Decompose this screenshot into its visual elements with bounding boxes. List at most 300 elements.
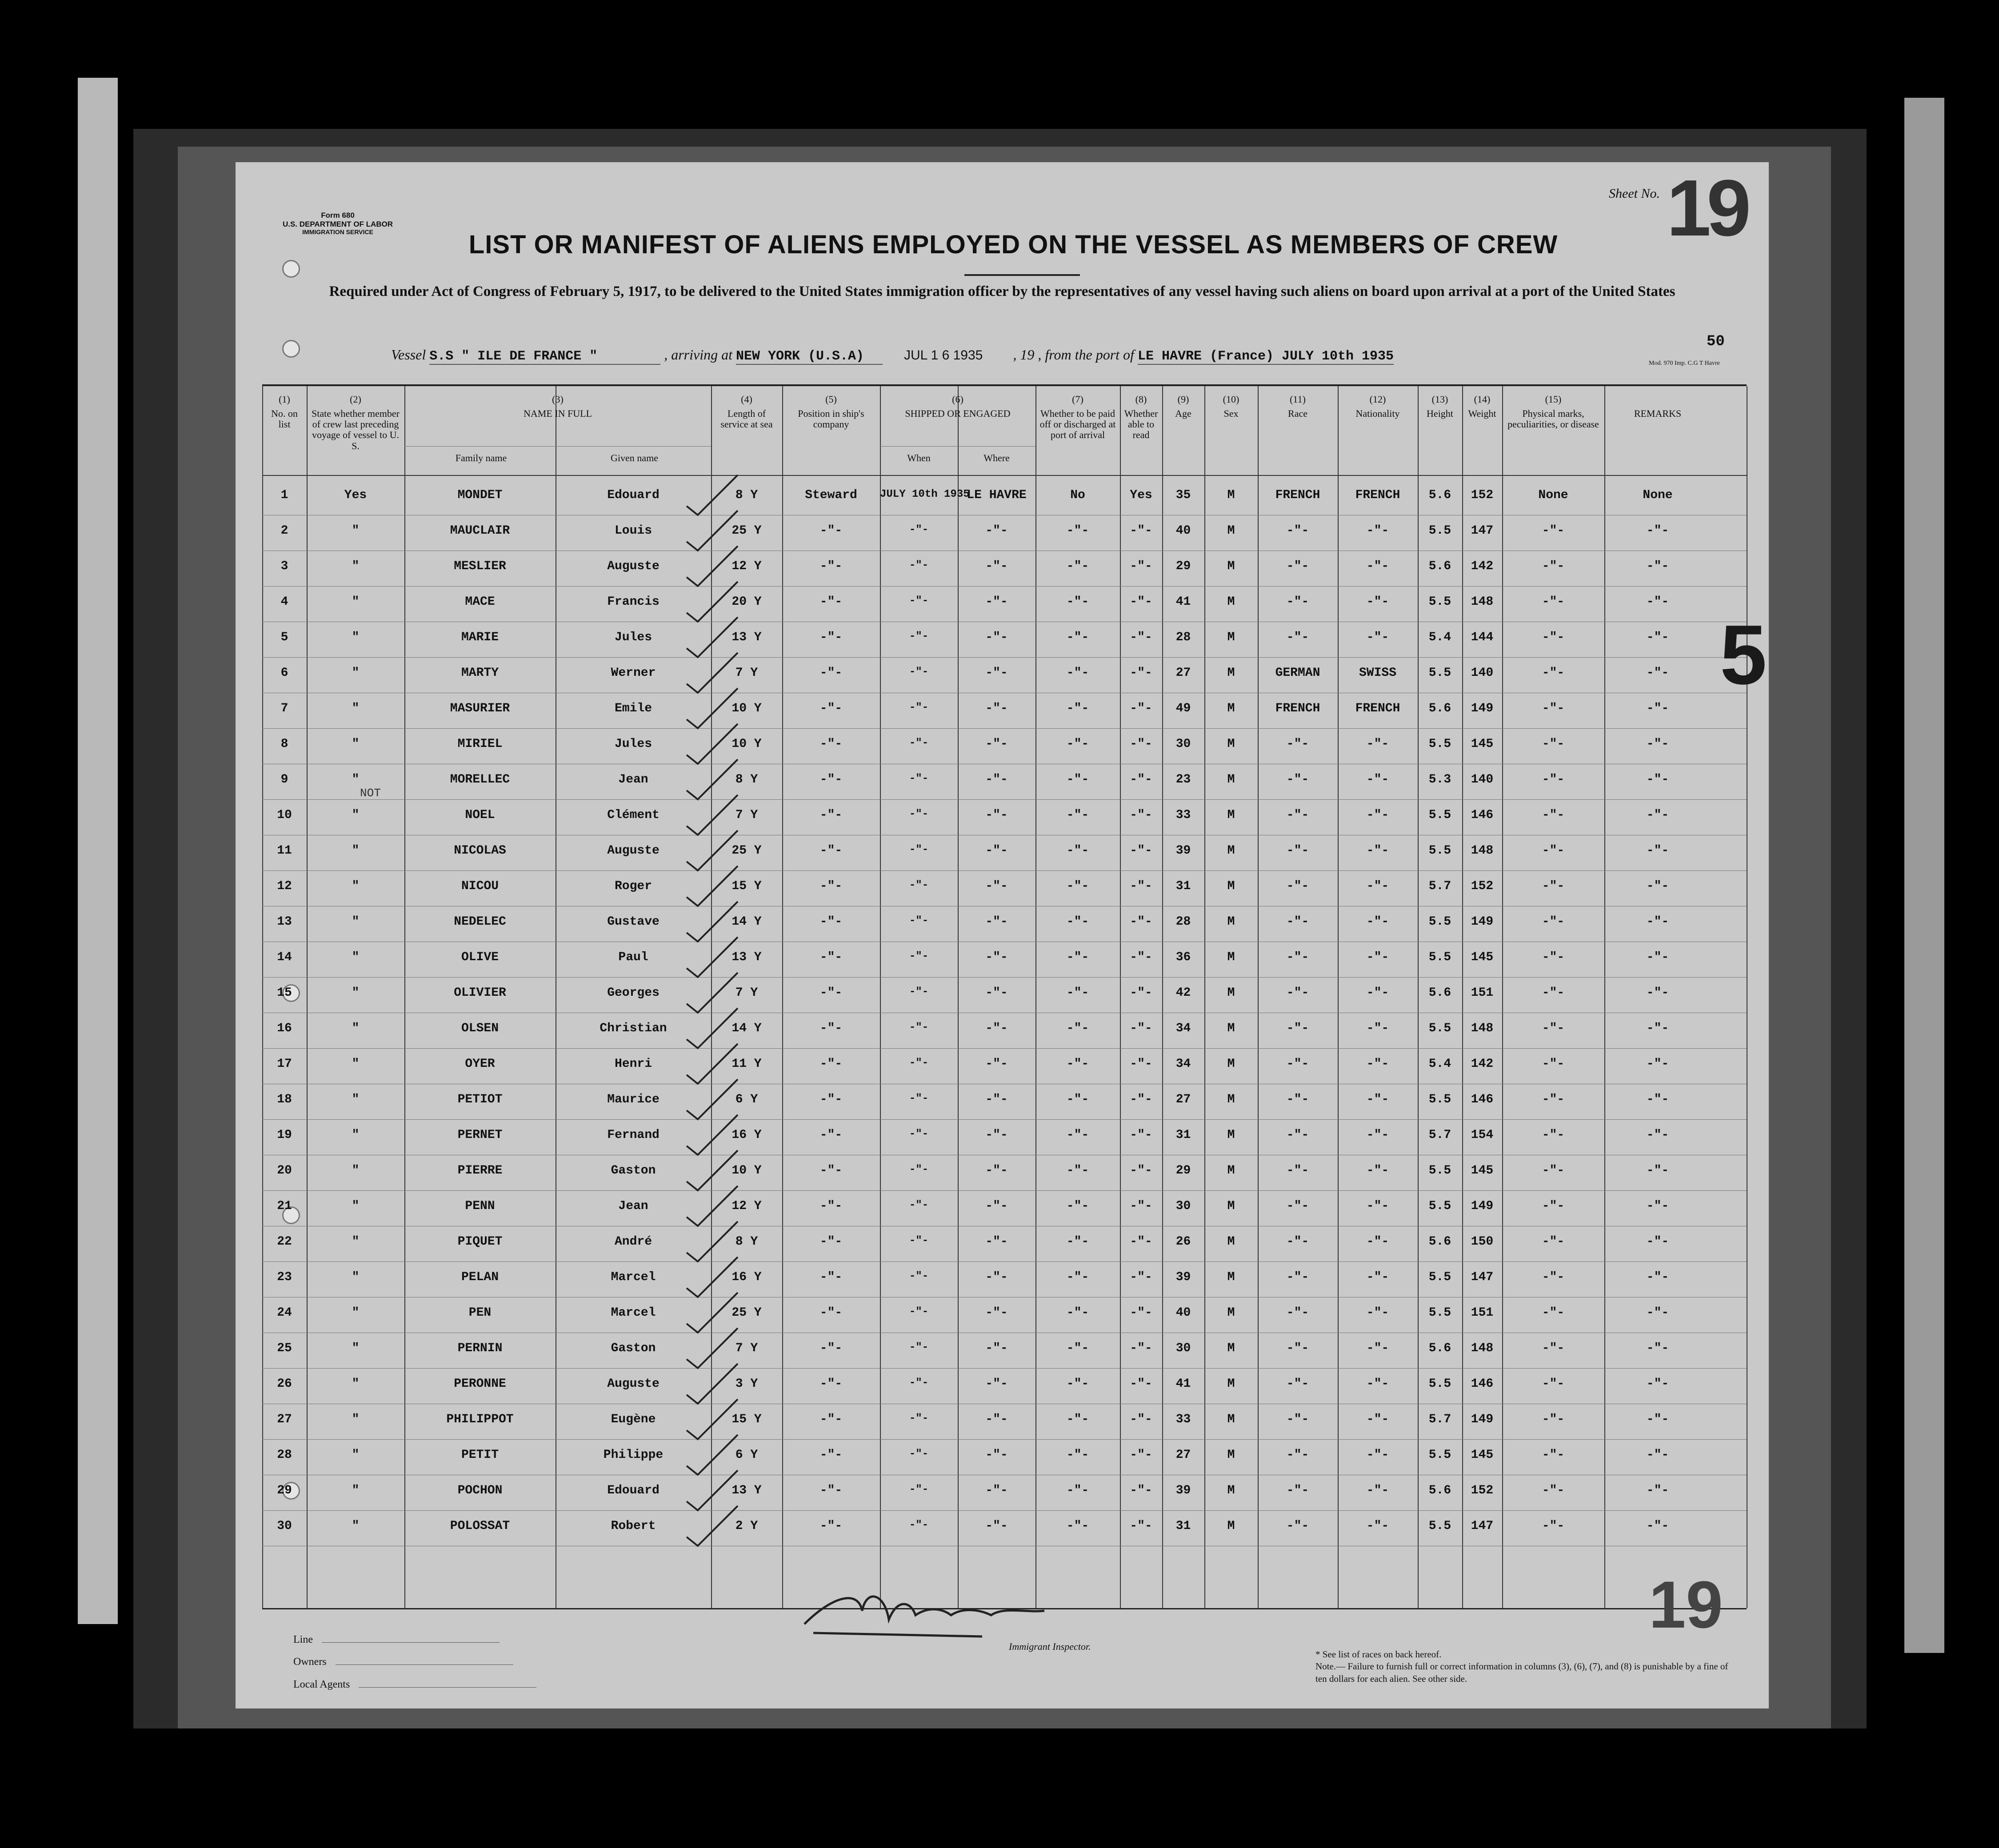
bottom-sheet-number: 19 [1649, 1567, 1723, 1642]
table-cell-sex: M [1227, 702, 1235, 715]
table-cell-weight: 148 [1471, 1341, 1494, 1355]
table-cell-height: 5.5 [1428, 1448, 1451, 1462]
table-cell-member: " [352, 595, 360, 609]
table-cell-sex: M [1227, 595, 1235, 609]
table-cell-family: MORELLEC [450, 773, 510, 786]
row-rule [262, 1510, 1747, 1511]
table-cell-no: 29 [277, 1484, 292, 1497]
table-cell-member: " [352, 808, 360, 822]
table-cell-nationality: -"- [1366, 986, 1389, 1000]
page-subtitle: Required under Act of Congress of February 5, 1917, to be delivered to the United States immigration officer by the representatives of any vessel having such aliens on board upon arrival at a port of the United States [329, 283, 1675, 299]
table-cell-when: -"- [909, 1057, 929, 1069]
table-cell-position: -"- [820, 879, 843, 893]
table-cell-position: -"- [820, 1235, 843, 1249]
table-cell-read: -"- [1130, 915, 1152, 929]
table-cell-race: -"- [1286, 1341, 1309, 1355]
table-cell-read: -"- [1130, 666, 1152, 680]
table-cell-read: -"- [1130, 950, 1152, 964]
table-cell-member: " [352, 559, 360, 573]
table-cell-given: Auguste [607, 559, 660, 573]
table-cell-position: -"- [820, 950, 843, 964]
table-cell-height: 5.4 [1428, 1057, 1451, 1071]
table-cell-sex: M [1227, 1306, 1235, 1320]
table-cell-when: -"- [909, 1448, 929, 1460]
column-subheader: Given name [611, 452, 658, 463]
table-cell-sex: M [1227, 1022, 1235, 1035]
row-rule [262, 1048, 1747, 1049]
table-cell-marks: -"- [1542, 844, 1565, 858]
table-cell-nationality: -"- [1366, 631, 1389, 644]
table-cell-height: 5.3 [1428, 773, 1451, 786]
table-cell-weight: 147 [1471, 1270, 1494, 1284]
table-cell-when: -"- [909, 1093, 929, 1105]
table-cell-position: -"- [820, 702, 843, 715]
table-cell-remarks: -"- [1646, 1448, 1669, 1462]
table-cell-when: -"- [909, 595, 929, 607]
table-cell-family: MONDET [457, 488, 503, 502]
table-cell-position: -"- [820, 1306, 843, 1320]
table-cell-family: OLIVIER [454, 986, 506, 1000]
table-cell-remarks: -"- [1646, 1022, 1669, 1035]
table-cell-family: PIQUET [457, 1235, 503, 1249]
row-rule [262, 1439, 1747, 1440]
table-cell-family: MAUCLAIR [450, 524, 510, 538]
table-cell-no: 19 [277, 1128, 292, 1142]
column-number: (14) [1474, 394, 1491, 405]
table-cell-paid: -"- [1066, 1306, 1089, 1320]
table-cell-sex: M [1227, 559, 1235, 573]
table-cell-race: -"- [1286, 808, 1309, 822]
table-cell-when: -"- [909, 524, 929, 536]
table-cell-given: Marcel [611, 1270, 656, 1284]
table-cell-where: -"- [985, 1164, 1008, 1177]
subheader-rule [404, 446, 711, 447]
table-cell-when: -"- [909, 1199, 929, 1211]
table-cell-sex: M [1227, 1093, 1235, 1106]
table-cell-read: -"- [1130, 1022, 1152, 1035]
table-cell-no: 26 [277, 1377, 292, 1391]
table-cell-paid: -"- [1066, 702, 1089, 715]
table-cell-position: -"- [820, 1270, 843, 1284]
form-service: IMMIGRATION SERVICE [302, 228, 373, 236]
table-cell-sex: M [1227, 488, 1235, 502]
table-cell-read: -"- [1130, 1199, 1152, 1213]
table-cell-no: 15 [277, 986, 292, 1000]
table-cell-height: 5.5 [1428, 666, 1451, 680]
table-cell-service: 13 Y [732, 950, 762, 964]
table-cell-sex: M [1227, 879, 1235, 893]
table-cell-member: " [352, 950, 360, 964]
column-number: (6) [952, 394, 964, 405]
table-cell-where: -"- [985, 1022, 1008, 1035]
table-cell-where: -"- [985, 666, 1008, 680]
table-cell-read: -"- [1130, 1235, 1152, 1249]
table-cell-family: NICOLAS [454, 844, 506, 858]
table-cell-sex: M [1227, 915, 1235, 929]
table-cell-service: 7 Y [735, 986, 758, 1000]
table-cell-position: -"- [820, 1057, 843, 1071]
table-cell-paid: -"- [1066, 666, 1089, 680]
table-cell-remarks: -"- [1646, 1413, 1669, 1426]
subheader-rule [880, 446, 1035, 447]
table-cell-position: -"- [820, 844, 843, 858]
table-cell-age: 40 [1175, 1306, 1191, 1320]
table-cell-age: 29 [1175, 1164, 1191, 1177]
table-cell-family: PHILIPPOT [446, 1413, 514, 1426]
table-cell-weight: 146 [1471, 808, 1494, 822]
table-cell-no: 2 [280, 524, 288, 538]
table-cell-service: 12 Y [732, 559, 762, 573]
table-cell-read: Yes [1130, 488, 1152, 502]
table-cell-member: " [352, 915, 360, 929]
table-cell-member: " [352, 1199, 360, 1213]
table-cell-where: -"- [985, 737, 1008, 751]
table-cell-sex: M [1227, 737, 1235, 751]
table-cell-member: " [352, 631, 360, 644]
column-number: (8) [1135, 394, 1147, 405]
table-cell-age: 34 [1175, 1022, 1191, 1035]
table-cell-paid: -"- [1066, 1128, 1089, 1142]
table-cell-race: -"- [1286, 1235, 1309, 1249]
table-cell-marks: -"- [1542, 1128, 1565, 1142]
agents-label: Local Agents [293, 1678, 350, 1690]
table-cell-paid: -"- [1066, 844, 1089, 858]
table-cell-given: Emile [614, 702, 652, 715]
table-cell-race: -"- [1286, 524, 1309, 538]
table-cell-where: -"- [985, 524, 1008, 538]
table-cell-family: MARIE [461, 631, 499, 644]
header [236, 162, 1769, 384]
row-rule [262, 1261, 1747, 1262]
inspector-label: Immigrant Inspector. [1009, 1641, 1091, 1652]
table-cell-service: 8 Y [735, 488, 758, 502]
table-cell-weight: 140 [1471, 773, 1494, 786]
table-cell-read: -"- [1130, 1164, 1152, 1177]
table-cell-service: 7 Y [735, 808, 758, 822]
table-cell-paid: -"- [1066, 879, 1089, 893]
table-cell-no: 13 [277, 915, 292, 929]
table-cell-sex: M [1227, 524, 1235, 538]
table-cell-height: 5.7 [1428, 1128, 1451, 1142]
table-cell-service: 13 Y [732, 631, 762, 644]
table-cell-read: -"- [1130, 559, 1152, 573]
table-cell-height: 5.5 [1428, 737, 1451, 751]
table-cell-family: PEN [468, 1306, 492, 1320]
table-cell-remarks: -"- [1646, 559, 1669, 573]
table-cell-where: -"- [985, 1341, 1008, 1355]
table-cell-service: 15 Y [732, 1413, 762, 1426]
table-cell-age: 49 [1175, 702, 1191, 715]
table-cell-sex: M [1227, 1128, 1235, 1142]
table-cell-remarks: -"- [1646, 702, 1669, 715]
table-cell-member: " [352, 879, 360, 893]
table-cell-race: -"- [1286, 773, 1309, 786]
table-cell-remarks: -"- [1646, 808, 1669, 822]
table-cell-no: 11 [277, 844, 292, 858]
table-cell-service: 10 Y [732, 1164, 762, 1177]
table-cell-paid: -"- [1066, 1270, 1089, 1284]
table-cell-weight: 145 [1471, 1448, 1494, 1462]
vessel-label: Vessel [391, 347, 426, 363]
table-cell-nationality: FRENCH [1355, 488, 1400, 502]
column-number: (12) [1369, 394, 1386, 405]
table-cell-age: 42 [1175, 986, 1191, 1000]
table-cell-remarks: -"- [1646, 1057, 1669, 1071]
table-cell-race: -"- [1286, 1057, 1309, 1071]
mod-note: Mod. 970 Imp. C.G T Havre [1649, 360, 1720, 367]
table-cell-remarks: -"- [1646, 915, 1669, 929]
table-cell-marks: -"- [1542, 1235, 1565, 1249]
table-cell-age: 39 [1175, 1484, 1191, 1497]
table-cell-position: -"- [820, 595, 843, 609]
table-cell-nationality: -"- [1366, 808, 1389, 822]
table-cell-remarks: -"- [1646, 1128, 1669, 1142]
table-cell-service: 6 Y [735, 1093, 758, 1106]
table-cell-member: " [352, 1164, 360, 1177]
table-cell-weight: 152 [1471, 488, 1494, 502]
table-cell-height: 5.5 [1428, 915, 1451, 929]
table-cell-remarks: -"- [1646, 1164, 1669, 1177]
table-cell-height: 5.6 [1428, 559, 1451, 573]
table-cell-service: 14 Y [732, 1022, 762, 1035]
table-cell-race: FRENCH [1275, 488, 1320, 502]
year-label: , 19 [1013, 347, 1035, 363]
table-cell-sex: M [1227, 773, 1235, 786]
table-cell-given: Henri [614, 1057, 652, 1071]
table-cell-given: Jules [614, 631, 652, 644]
table-cell-service: 12 Y [732, 1199, 762, 1213]
inspector-signature [796, 1571, 1071, 1646]
table-cell-race: -"- [1286, 1484, 1309, 1497]
column-header: No. on list [271, 408, 298, 430]
table-cell-member: " [352, 986, 360, 1000]
binder-tab-right [1904, 98, 1944, 1653]
table-cell-member: " [352, 1448, 360, 1462]
table-cell-read: -"- [1130, 524, 1152, 538]
table-cell-member: " [352, 702, 360, 715]
title-rule [964, 274, 1080, 276]
table-cell-no: 30 [277, 1519, 292, 1533]
table-cell-remarks: -"- [1646, 1377, 1669, 1391]
table-cell-marks: None [1538, 488, 1568, 502]
table-cell-given: Christian [600, 1022, 667, 1035]
table-cell-position: -"- [820, 524, 843, 538]
table-cell-no: 6 [280, 666, 288, 680]
table-cell-marks: -"- [1542, 1413, 1565, 1426]
table-cell-no: 16 [277, 1022, 292, 1035]
table-cell-where: -"- [985, 808, 1008, 822]
table-cell-weight: 142 [1471, 1057, 1494, 1071]
table-cell-weight: 149 [1471, 1199, 1494, 1213]
table-cell-position: -"- [820, 1448, 843, 1462]
table-cell-family: POCHON [457, 1484, 503, 1497]
table-cell-weight: 147 [1471, 524, 1494, 538]
table-cell-read: -"- [1130, 1413, 1152, 1426]
table-cell-no: 14 [277, 950, 292, 964]
table-cell-race: -"- [1286, 1164, 1309, 1177]
table-cell-given: André [614, 1235, 652, 1249]
table-cell-weight: 148 [1471, 595, 1494, 609]
table-cell-where: -"- [985, 1093, 1008, 1106]
table-cell-position: -"- [820, 737, 843, 751]
table-cell-member: " [352, 773, 360, 786]
line-label: Line [293, 1634, 313, 1645]
column-header: REMARKS [1634, 408, 1682, 419]
table-cell-given: Georges [607, 986, 660, 1000]
table-cell-race: -"- [1286, 1270, 1309, 1284]
table-cell-race: -"- [1286, 595, 1309, 609]
table-cell-member: " [352, 1377, 360, 1391]
table-cell-height: 5.7 [1428, 1413, 1451, 1426]
table-cell-when: -"- [909, 1128, 929, 1140]
table-cell-family: PELAN [461, 1270, 499, 1284]
table-cell-remarks: -"- [1646, 1235, 1669, 1249]
table-cell-sex: M [1227, 1377, 1235, 1391]
date-stamp: JUL 1 6 1935 [904, 348, 983, 363]
table-cell-given: Gaston [611, 1164, 656, 1177]
table-cell-marks: -"- [1542, 1164, 1565, 1177]
table-cell-family: PERONNE [454, 1377, 506, 1391]
table-cell-no: 4 [280, 595, 288, 609]
table-cell-position: -"- [820, 559, 843, 573]
table-cell-member: " [352, 1341, 360, 1355]
table-cell-read: -"- [1130, 737, 1152, 751]
table-cell-when: -"- [909, 1164, 929, 1176]
table-cell-family: MESLIER [454, 559, 506, 573]
table-cell-race: -"- [1286, 1306, 1309, 1320]
table-cell-service: 20 Y [732, 595, 762, 609]
table-cell-where: -"- [985, 631, 1008, 644]
table-cell-height: 5.5 [1428, 1164, 1451, 1177]
table-cell-age: 31 [1175, 1519, 1191, 1533]
column-number: (2) [350, 394, 361, 405]
table-cell-nationality: -"- [1366, 1306, 1389, 1320]
table-cell-where: -"- [985, 1306, 1008, 1320]
form-department: U.S. DEPARTMENT OF LABOR [282, 220, 393, 228]
table-cell-race: -"- [1286, 950, 1309, 964]
table-cell-member: " [352, 1519, 360, 1533]
table-cell-sex: M [1227, 1270, 1235, 1284]
table-cell-weight: 144 [1471, 631, 1494, 644]
table-cell-remarks: -"- [1646, 950, 1669, 964]
table-cell-no: 21 [277, 1199, 292, 1213]
line-field [322, 1642, 500, 1643]
table-cell-sex: M [1227, 1199, 1235, 1213]
table-cell-family: PETIT [461, 1448, 499, 1462]
table-cell-when: -"- [909, 1306, 929, 1318]
table-cell-height: 5.6 [1428, 702, 1451, 715]
table-cell-given: Werner [611, 666, 656, 680]
table-cell-given: Edouard [607, 488, 660, 502]
table-cell-sex: M [1227, 1235, 1235, 1249]
table-cell-where: -"- [985, 879, 1008, 893]
table-cell-member: " [352, 1057, 360, 1071]
table-cell-marks: -"- [1542, 595, 1565, 609]
column-number: (1) [279, 394, 290, 405]
table-cell-sex: M [1227, 631, 1235, 644]
table-cell-read: -"- [1130, 631, 1152, 644]
table-cell-member: " [352, 1128, 360, 1142]
table-cell-height: 5.5 [1428, 524, 1451, 538]
table-cell-family: PERNIN [457, 1341, 503, 1355]
table-cell-height: 5.5 [1428, 808, 1451, 822]
table-cell-where: -"- [985, 773, 1008, 786]
table-cell-age: 23 [1175, 773, 1191, 786]
header-rule [262, 475, 1747, 476]
table-cell-age: 39 [1175, 1270, 1191, 1284]
table-cell-member: " [352, 737, 360, 751]
table-cell-paid: -"- [1066, 631, 1089, 644]
table-cell-member: Yes [344, 488, 367, 502]
table-cell-marks: -"- [1542, 1057, 1565, 1071]
table-cell-sex: M [1227, 1413, 1235, 1426]
table-cell-no: 27 [277, 1413, 292, 1426]
table-cell-sex: M [1227, 1448, 1235, 1462]
column-header: SHIPPED OR ENGAGED [905, 408, 1011, 419]
table-cell-remarks: -"- [1646, 844, 1669, 858]
table-cell-nationality: -"- [1366, 1235, 1389, 1249]
table-cell-when: -"- [909, 1270, 929, 1282]
table-cell-marks: -"- [1542, 1093, 1565, 1106]
table-cell-sex: M [1227, 1164, 1235, 1177]
table-cell-position: -"- [820, 1164, 843, 1177]
table-cell-family: MIRIEL [457, 737, 503, 751]
table-cell-given: Edouard [607, 1484, 660, 1497]
table-cell-height: 5.5 [1428, 1199, 1451, 1213]
row-rule [262, 657, 1747, 658]
table-cell-member: " [352, 844, 360, 858]
table-cell-sex: M [1227, 1519, 1235, 1533]
column-number: (13) [1431, 394, 1448, 405]
table-cell-read: -"- [1130, 1093, 1152, 1106]
table-cell-nationality: FRENCH [1355, 702, 1400, 715]
table-cell-marks: -"- [1542, 1377, 1565, 1391]
table-cell-nationality: -"- [1366, 1022, 1389, 1035]
table-cell-family: PENN [465, 1199, 495, 1213]
column-subheader: When [907, 452, 931, 463]
fine-note: Note.— Failure to furnish full or correct information in columns (3), (6), (7), and (8) is punishable by a fine of ten dollars for each alien. See other side. [1315, 1661, 1728, 1684]
table-cell-height: 5.5 [1428, 950, 1451, 964]
table-cell-marks: -"- [1542, 1306, 1565, 1320]
table-cell-where: -"- [985, 1270, 1008, 1284]
column-subheader: Where [984, 452, 1010, 463]
table-cell-given: Paul [618, 950, 648, 964]
column-subheader: Family name [455, 452, 507, 463]
table-cell-read: -"- [1130, 773, 1152, 786]
table-cell-nationality: -"- [1366, 524, 1389, 538]
column-number: (7) [1072, 394, 1083, 405]
table-cell-nationality: -"- [1366, 1413, 1389, 1426]
table-cell-no: 28 [277, 1448, 292, 1462]
agents-field [359, 1687, 536, 1688]
table-cell-remarks: -"- [1646, 1484, 1669, 1497]
table-cell-race: -"- [1286, 1022, 1309, 1035]
table-cell-height: 5.5 [1428, 1270, 1451, 1284]
table-cell-height: 5.6 [1428, 488, 1451, 502]
table-cell-read: -"- [1130, 1341, 1152, 1355]
table-cell-paid: -"- [1066, 1057, 1089, 1071]
table-cell-paid: -"- [1066, 737, 1089, 751]
row-rule [262, 799, 1747, 800]
table-cell-read: -"- [1130, 808, 1152, 822]
table-cell-marks: -"- [1542, 702, 1565, 715]
table-cell-nationality: -"- [1366, 1093, 1389, 1106]
row-rule [262, 728, 1747, 729]
table-cell-no: 17 [277, 1057, 292, 1071]
table-cell-position: -"- [820, 1093, 843, 1106]
side-annotation: 5 [1720, 608, 1767, 702]
table-cell-weight: 147 [1471, 1519, 1494, 1533]
